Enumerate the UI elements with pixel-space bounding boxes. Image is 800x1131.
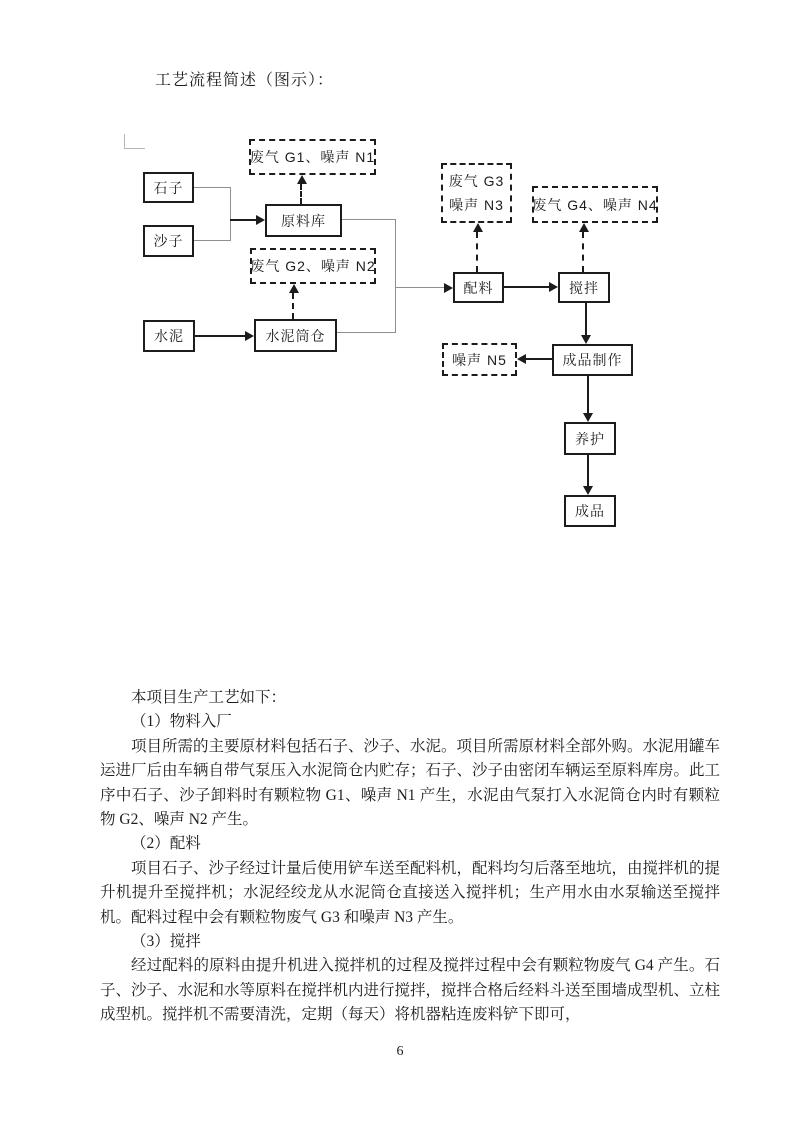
flow-node-cement-label: 水泥 [154,328,184,344]
flow-node-stone [143,172,194,203]
flow-node-product-making-label: 成品制作 [562,352,623,368]
emission-label-n3: 噪声 N3 [449,197,504,213]
paragraph-intro: 本项目生产工艺如下： [131,689,287,706]
flow-node-raw-material-warehouse-label: 原料库 [281,212,326,229]
connector-stone-sand-merge [230,187,231,241]
body-text [100,686,720,1028]
page-number: 6 [396,1044,404,1059]
arrow-shaft-batching-emission [476,232,478,272]
flow-node-mixing [558,272,610,303]
flow-node-batching [453,272,504,303]
process-flow-diagram [0,0,800,560]
arrow-shaft-product-to-n5 [526,358,552,360]
paragraph-mixing: 经过配料的原料由提升机进入搅拌机的过程及搅拌过程中会有颗粒物废气 G4 产生。石子、沙子、水泥和水等原料在搅拌机内进行搅拌，搅拌合格后经料斗送至围墙成型机、立柱成型机。搅拌机不需要清洗，定期（每天）将机器粘连废料铲下即可， [100,957,721,1024]
arrow-head-batching-to-mixing-icon [549,282,558,292]
paragraph-batching: 项目石子、沙子经过计量后使用铲车送至配料机，配料均匀后落至地坑，由搅拌机的提升机提升至搅拌机；水泥经绞龙从水泥筒仓直接送入搅拌机；生产用水由水泵输送至搅拌机。配料过程中会有颗粒物废气 G3 和噪声 N3 产生。 [100,859,721,926]
flow-node-curing-label: 养护 [575,430,605,447]
flow-node-product-making [552,344,633,376]
arrow-head-product-to-curing-icon [583,413,593,422]
connector-merge-vertical [395,219,396,333]
emission-box-n5 [442,343,517,376]
arrow-head-warehouse-emission-icon [297,175,307,184]
paragraph-heading-1: （1）物料入厂 [131,713,232,731]
flow-node-stone-label: 石子 [153,179,184,196]
flow-node-mixing-label: 搅拌 [569,279,599,296]
arrow-shaft-mixing-emission [582,232,584,272]
arrow-head-mixing-emission-icon [579,223,589,232]
flow-node-raw-material-warehouse [265,204,342,237]
emission-label-g1n1: 废气 G1、噪声 N1 [249,149,376,165]
paragraph-heading-3: （3）搅拌 [131,933,201,951]
flow-node-sand-label: 沙子 [153,233,184,249]
arrow-shaft-into-batching [395,287,445,288]
flow-node-cement-silo-label: 水泥筒仓 [265,327,326,344]
arrow-head-batching-emission-icon [473,223,483,232]
arrow-head-cement-to-silo-icon [245,331,254,341]
connector-stone-out [194,187,231,188]
flow-node-batching-label: 配料 [463,279,494,296]
arrow-head-into-warehouse-icon [256,215,265,225]
section-title: 工艺流程简述（图示）： [155,72,335,89]
flow-node-sand [143,225,194,257]
arrow-head-silo-emission-icon [289,284,299,293]
arrow-head-into-batching-icon [444,283,453,293]
connector-silo-out [337,332,396,333]
emission-box-g2n2 [250,248,376,284]
arrow-shaft-mixing-to-product [585,303,587,336]
arrow-shaft-silo-emission [292,293,294,319]
arrow-shaft-curing-to-finished [587,455,589,487]
connector-sand-out [194,240,231,241]
drawing-anchor-mark [124,134,145,149]
arrow-head-curing-to-finished-icon [583,486,593,495]
paragraph-heading-2: （2）配料 [131,835,201,853]
arrow-shaft-batching-to-mixing [504,286,550,288]
arrow-head-product-to-n5-icon [517,354,526,364]
arrow-head-mixing-to-product-icon [581,335,591,344]
emission-label-n5: 噪声 N5 [452,351,507,368]
arrow-shaft-cement-to-silo [195,335,246,337]
emission-label-g2n2: 废气 G2、噪声 N2 [250,258,376,274]
connector-warehouse-out [342,219,396,220]
arrow-shaft-warehouse-emission [300,184,302,204]
flow-node-cement-silo [254,319,337,352]
emission-box-g1n1 [249,139,376,175]
flow-node-finished-product [564,495,616,527]
emission-label-g3: 废气 G3 [448,173,505,189]
flow-node-finished-product-label: 成品 [575,503,605,519]
arrow-shaft-product-to-curing [587,376,589,414]
emission-box-g3n3 [441,163,512,223]
emission-box-g4n4 [532,186,658,223]
emission-label-g4n4: 废气 G4、噪声 N4 [532,196,658,213]
paragraph-material-entry: 项目所需的主要原材料包括石子、沙子、水泥。项目所需原材料全部外购。水泥用罐车运进厂后由车辆自带气泵压入水泥筒仓内贮存；石子、沙子由密闭车辆运至原料库房。此工序中石子、沙子卸料时有颗粒物 G1、噪声 N1 产生，水泥由气泵打入水泥筒仓内时有颗粒物 G2、噪声 N2 产生。 [100,737,721,829]
flow-node-cement [143,320,195,352]
arrow-shaft-into-warehouse [230,219,257,221]
flow-node-curing [564,422,616,455]
